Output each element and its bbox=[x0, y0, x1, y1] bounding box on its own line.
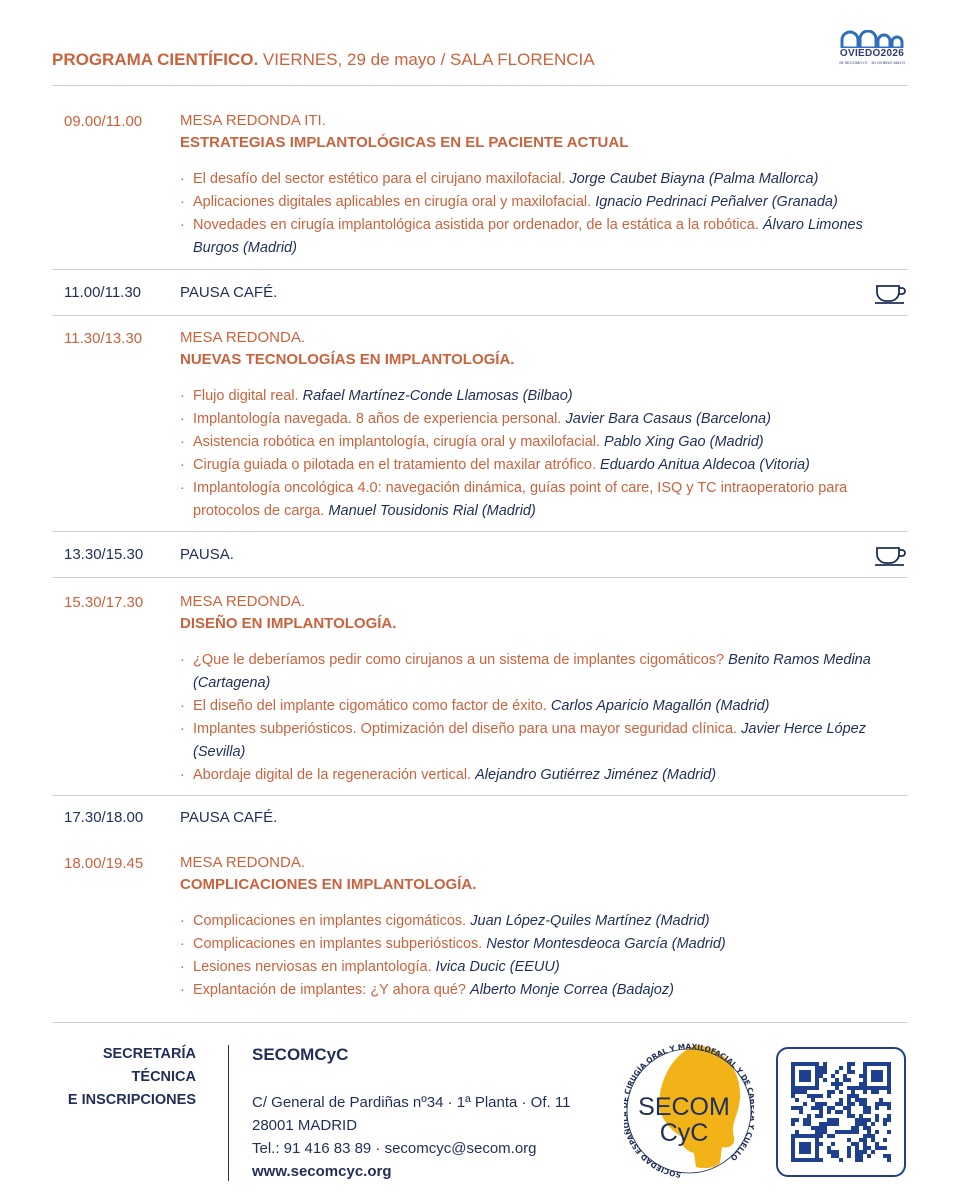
session-block bbox=[52, 86, 908, 270]
talk-list bbox=[180, 385, 900, 523]
talk-title: El desafío del sector estético para el cirujano maxilofacial. bbox=[193, 171, 566, 187]
contact-block bbox=[252, 1091, 570, 1183]
speaker: Javier Herce López (Sevilla) bbox=[193, 721, 866, 760]
secretariat-line: E INSCRIPCIONES bbox=[67, 1092, 196, 1108]
page-header bbox=[52, 50, 908, 86]
speaker: Eduardo Anitua Aldecoa (Vitoria) bbox=[600, 457, 810, 473]
session-time: 09.00/11.00 bbox=[64, 113, 143, 130]
list-item bbox=[180, 910, 900, 933]
talk-title: Lesiones nerviosas en implantología. bbox=[193, 959, 432, 975]
talk-title: Novedades en cirugía implantológica asistida por ordenador, de la estática a la robótica. bbox=[193, 217, 759, 233]
speaker: Rafael Martínez-Conde Llamosas (Bilbao) bbox=[302, 388, 573, 404]
break-time: 17.30/18.00 bbox=[64, 809, 144, 826]
session-type: MESA REDONDA. bbox=[180, 854, 306, 871]
session-type: MESA REDONDA ITI. bbox=[180, 112, 326, 129]
break-title: PAUSA. bbox=[180, 546, 234, 563]
seal-word-secom: SECOM bbox=[638, 1093, 730, 1121]
coffee-cup-icon bbox=[874, 544, 908, 566]
secomcyc-seal-logo bbox=[624, 1033, 754, 1183]
talk-title: Abordaje digital de la regeneración vertical. bbox=[193, 767, 472, 783]
list-item bbox=[180, 649, 900, 695]
break-title: PAUSA CAFÉ. bbox=[180, 284, 278, 301]
bullet-icon: · bbox=[180, 698, 185, 714]
list-item bbox=[180, 956, 900, 979]
bullet-icon: · bbox=[180, 194, 185, 210]
speaker: Nestor Montesdeoca García (Madrid) bbox=[486, 936, 726, 952]
address-line: 28001 MADRID bbox=[252, 1117, 358, 1134]
session-title: NUEVAS TECNOLOGÍAS EN IMPLANTOLOGÍA. bbox=[180, 351, 515, 368]
footer-divider bbox=[228, 1045, 229, 1181]
website-link[interactable]: www.secomcyc.org bbox=[252, 1163, 392, 1180]
organization-name: SECOMCyC bbox=[252, 1045, 349, 1064]
talk-list bbox=[180, 168, 900, 260]
secretariat-line: TÉCNICA bbox=[131, 1069, 196, 1085]
talk-title: Explantación de implantes: ¿Y ahora qué? bbox=[193, 982, 466, 998]
list-item bbox=[180, 168, 900, 191]
talk-title: Implantología oncológica 4.0: navegación dinámica, guías point of care, ISQ y TC intraoperatorio para protocolos de carga. bbox=[193, 480, 848, 519]
list-item bbox=[180, 385, 900, 408]
oviedo-2026-logo bbox=[836, 30, 908, 74]
bullet-icon: · bbox=[180, 913, 185, 929]
contact-line[interactable]: Tel.: 91 416 83 89 · secomcyc@secom.org bbox=[252, 1140, 537, 1157]
session-block bbox=[52, 316, 908, 532]
list-item bbox=[180, 454, 900, 477]
session-type: MESA REDONDA. bbox=[180, 593, 306, 610]
session-content bbox=[180, 852, 900, 1002]
coffee-cup-icon bbox=[874, 282, 908, 304]
break-time: 13.30/15.30 bbox=[64, 546, 144, 563]
session-title: ESTRATEGIAS IMPLANTOLÓGICAS EN EL PACIENTE ACTUAL bbox=[180, 134, 629, 151]
break-title: PAUSA CAFÉ. bbox=[180, 809, 278, 826]
break-content bbox=[180, 808, 900, 828]
session-title: DISEÑO EN IMPLANTOLOGÍA. bbox=[180, 615, 397, 632]
session-title: COMPLICACIONES EN IMPLANTOLOGÍA. bbox=[180, 876, 477, 893]
talk-list bbox=[180, 649, 900, 787]
talk-title: Implantología navegada. 8 años de experiencia personal. bbox=[193, 411, 562, 427]
bullet-icon: · bbox=[180, 480, 185, 496]
session-type: MESA REDONDA. bbox=[180, 329, 306, 346]
list-item bbox=[180, 695, 900, 718]
speaker: Carlos Aparicio Magallón (Madrid) bbox=[550, 698, 770, 714]
bullet-icon: · bbox=[180, 652, 185, 668]
speaker: Alejandro Gutiérrez Jiménez (Madrid) bbox=[475, 767, 717, 783]
talk-title: Aplicaciones digitales aplicables en cirugía oral y maxilofacial. bbox=[193, 194, 592, 210]
list-item bbox=[180, 718, 900, 764]
session-content bbox=[180, 327, 900, 523]
footer bbox=[52, 1022, 908, 1200]
speaker: Ignacio Pedrinaci Peñalver (Granada) bbox=[595, 194, 838, 210]
seal-word-cyc: CyC bbox=[659, 1119, 709, 1147]
break-block bbox=[52, 796, 908, 838]
break-content bbox=[180, 545, 900, 565]
talk-title: Flujo digital real. bbox=[193, 388, 299, 404]
list-item bbox=[180, 408, 900, 431]
list-item bbox=[180, 477, 900, 523]
list-item bbox=[180, 764, 900, 787]
talk-list bbox=[180, 910, 900, 1002]
logo-subtext: 28 SECOMCYC · 30 OVIEDO MAYO bbox=[839, 60, 905, 65]
bullet-icon: · bbox=[180, 767, 185, 783]
session-time: 11.30/13.30 bbox=[64, 330, 143, 347]
break-block bbox=[52, 532, 908, 578]
talk-title: Implantes subperiósticos. Optimización del diseño para una mayor seguridad clínica. bbox=[193, 721, 738, 737]
bullet-icon: · bbox=[180, 217, 185, 233]
speaker: Pablo Xing Gao (Madrid) bbox=[604, 434, 764, 450]
speaker: Juan López-Quiles Martínez (Madrid) bbox=[470, 913, 710, 929]
speaker: Manuel Tousidonis Rial (Madrid) bbox=[328, 503, 536, 519]
speaker: Javier Bara Casaus (Barcelona) bbox=[565, 411, 771, 427]
break-time: 11.00/11.30 bbox=[64, 284, 142, 301]
session-time: 15.30/17.30 bbox=[64, 594, 144, 611]
break-block bbox=[52, 270, 908, 316]
session-content bbox=[180, 591, 900, 787]
talk-title: Complicaciones en implantes cigomáticos. bbox=[193, 913, 467, 929]
break-content bbox=[180, 283, 900, 303]
speaker: Jorge Caubet Biayna (Palma Mallorca) bbox=[569, 171, 819, 187]
talk-title: Complicaciones en implantes subperiósticos. bbox=[193, 936, 483, 952]
page-title bbox=[52, 50, 908, 70]
speaker: Ivica Ducic (EEUU) bbox=[435, 959, 560, 975]
secretariat-label bbox=[52, 1043, 196, 1112]
bullet-icon: · bbox=[180, 721, 185, 737]
bullet-icon: · bbox=[180, 959, 185, 975]
list-item bbox=[180, 431, 900, 454]
session-time: 18.00/19.45 bbox=[64, 855, 144, 872]
talk-title: Cirugía guiada o pilotada en el tratamiento del maxilar atrófico. bbox=[193, 457, 597, 473]
title-date-room: VIERNES, 29 de mayo / SALA FLORENCIA bbox=[258, 50, 595, 69]
logo-text: OVIEDO2026 bbox=[839, 48, 905, 59]
speaker: Alberto Monje Correa (Badajoz) bbox=[470, 982, 674, 998]
session-content bbox=[180, 110, 900, 260]
secretariat-line: SECRETARÍA bbox=[102, 1046, 196, 1062]
talk-title: ¿Que le deberíamos pedir como cirujanos a un sistema de implantes cigomáticos? bbox=[193, 652, 725, 668]
list-item bbox=[180, 191, 900, 214]
list-item bbox=[180, 979, 900, 1002]
talk-title: Asistencia robótica en implantología, cirugía oral y maxilofacial. bbox=[193, 434, 601, 450]
title-program: PROGRAMA CIENTÍFICO. bbox=[52, 50, 259, 69]
bullet-icon: · bbox=[180, 936, 185, 952]
oviedo-arches-icon bbox=[840, 30, 904, 48]
bullet-icon: · bbox=[180, 457, 185, 473]
qr-code-icon[interactable] bbox=[776, 1047, 906, 1177]
list-item bbox=[180, 214, 900, 260]
bullet-icon: · bbox=[180, 982, 185, 998]
talk-title: El diseño del implante cigomático como factor de éxito. bbox=[193, 698, 547, 714]
session-block bbox=[52, 578, 908, 796]
session-block bbox=[52, 838, 908, 1022]
bullet-icon: · bbox=[180, 388, 185, 404]
list-item bbox=[180, 933, 900, 956]
bullet-icon: · bbox=[180, 434, 185, 450]
speaker: Benito Ramos Medina (Cartagena) bbox=[193, 652, 871, 691]
seal-ring-text: SOCIEDAD ESPA IRUGÍA ORAL Y MAXILOFACIAL Y DE CUELLO bbox=[624, 1041, 754, 1180]
speaker: Álvaro Limones Burgos (Madrid) bbox=[193, 217, 863, 256]
address-line: C/ General de Pardiñas nº34 · 1ª Planta · Of. 11 bbox=[252, 1094, 571, 1111]
bullet-icon: · bbox=[180, 411, 185, 427]
bullet-icon: · bbox=[180, 171, 185, 187]
